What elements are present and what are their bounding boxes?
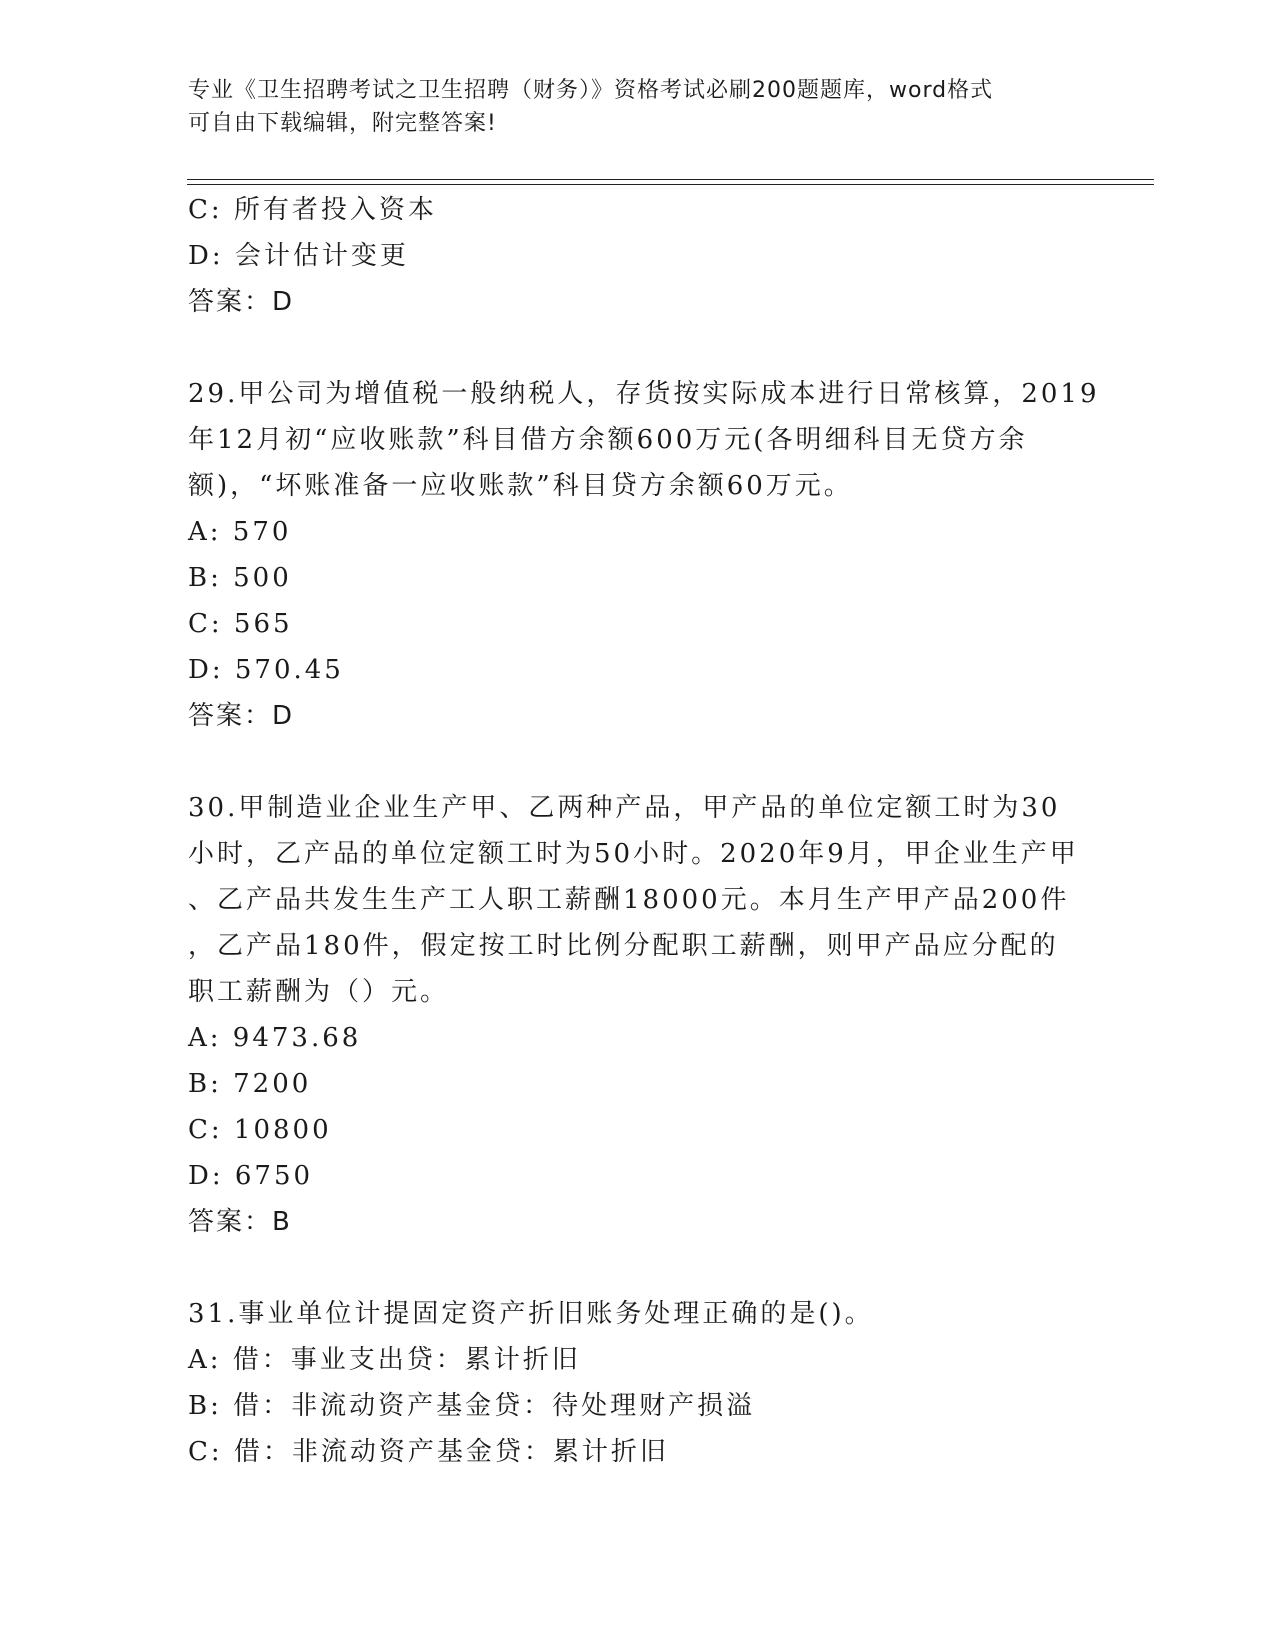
option-b: B: 借：非流动资产基金贷：待处理财产损溢	[188, 1391, 756, 1421]
header-divider-bottom	[187, 184, 1154, 185]
option-c: C: 565	[188, 609, 293, 639]
question-text-line: 、乙产品共发生生产工人职工薪酬18000元。本月生产甲产品200件	[188, 885, 1070, 915]
header-divider-top	[187, 179, 1154, 180]
option-c: C: 借：非流动资产基金贷：累计折旧	[188, 1437, 669, 1467]
question-text-line: 小时，乙产品的单位定额工时为50小时。2020年9月，甲企业生产甲	[188, 839, 1079, 869]
question-block-29	[188, 371, 1100, 739]
option-d: D: 会计估计变更	[188, 241, 409, 271]
question-list	[188, 187, 1100, 1475]
header-line-1: 专业《卫生招聘考试之卫生招聘（财务）》资格考试必刷200题题库，word格式	[188, 78, 994, 103]
option-a: A: 借：事业支出贷：累计折旧	[188, 1345, 581, 1375]
question-text-line: ，乙产品180件，假定按工时比例分配职工薪酬，则甲产品应分配的	[188, 931, 1059, 961]
question-block-31	[188, 1291, 1088, 1475]
spacer	[188, 739, 1088, 785]
answer-line: 答案：D	[188, 287, 295, 317]
option-b: B: 500	[188, 563, 292, 593]
document-header	[188, 74, 1088, 140]
question-block-28	[188, 187, 1088, 325]
answer-line: 答案：B	[188, 1207, 292, 1237]
question-text-line: 31.事业单位计提固定资产折旧账务处理正确的是()。	[188, 1299, 874, 1329]
option-d: D: 6750	[188, 1161, 314, 1191]
question-text-line: 额)，“坏账准备一应收账款”科目贷方余额60万元。	[188, 471, 853, 501]
question-text-line: 年12月初“应收账款”科目借方余额600万元(各明细科目无贷方余	[188, 425, 1028, 455]
option-c: C: 10800	[188, 1115, 332, 1145]
option-b: B: 7200	[188, 1069, 312, 1099]
question-block-30	[188, 785, 1088, 1245]
question-text-line: 30.甲制造业企业生产甲、乙两种产品，甲产品的单位定额工时为30	[188, 793, 1061, 823]
option-d: D: 570.45	[188, 655, 344, 685]
option-a: A: 9473.68	[188, 1023, 362, 1053]
option-c: C: 所有者投入资本	[188, 195, 437, 225]
option-a: A: 570	[188, 517, 292, 547]
spacer	[188, 325, 1088, 371]
header-line-2: 可自由下载编辑，附完整答案!	[188, 111, 497, 136]
answer-line: 答案：D	[188, 701, 295, 731]
question-text-line: 职工薪酬为（）元。	[188, 977, 450, 1007]
question-text-line: 29.甲公司为增值税一般纳税人，存货按实际成本进行日常核算，2019	[188, 379, 1100, 409]
spacer	[188, 1245, 1088, 1291]
